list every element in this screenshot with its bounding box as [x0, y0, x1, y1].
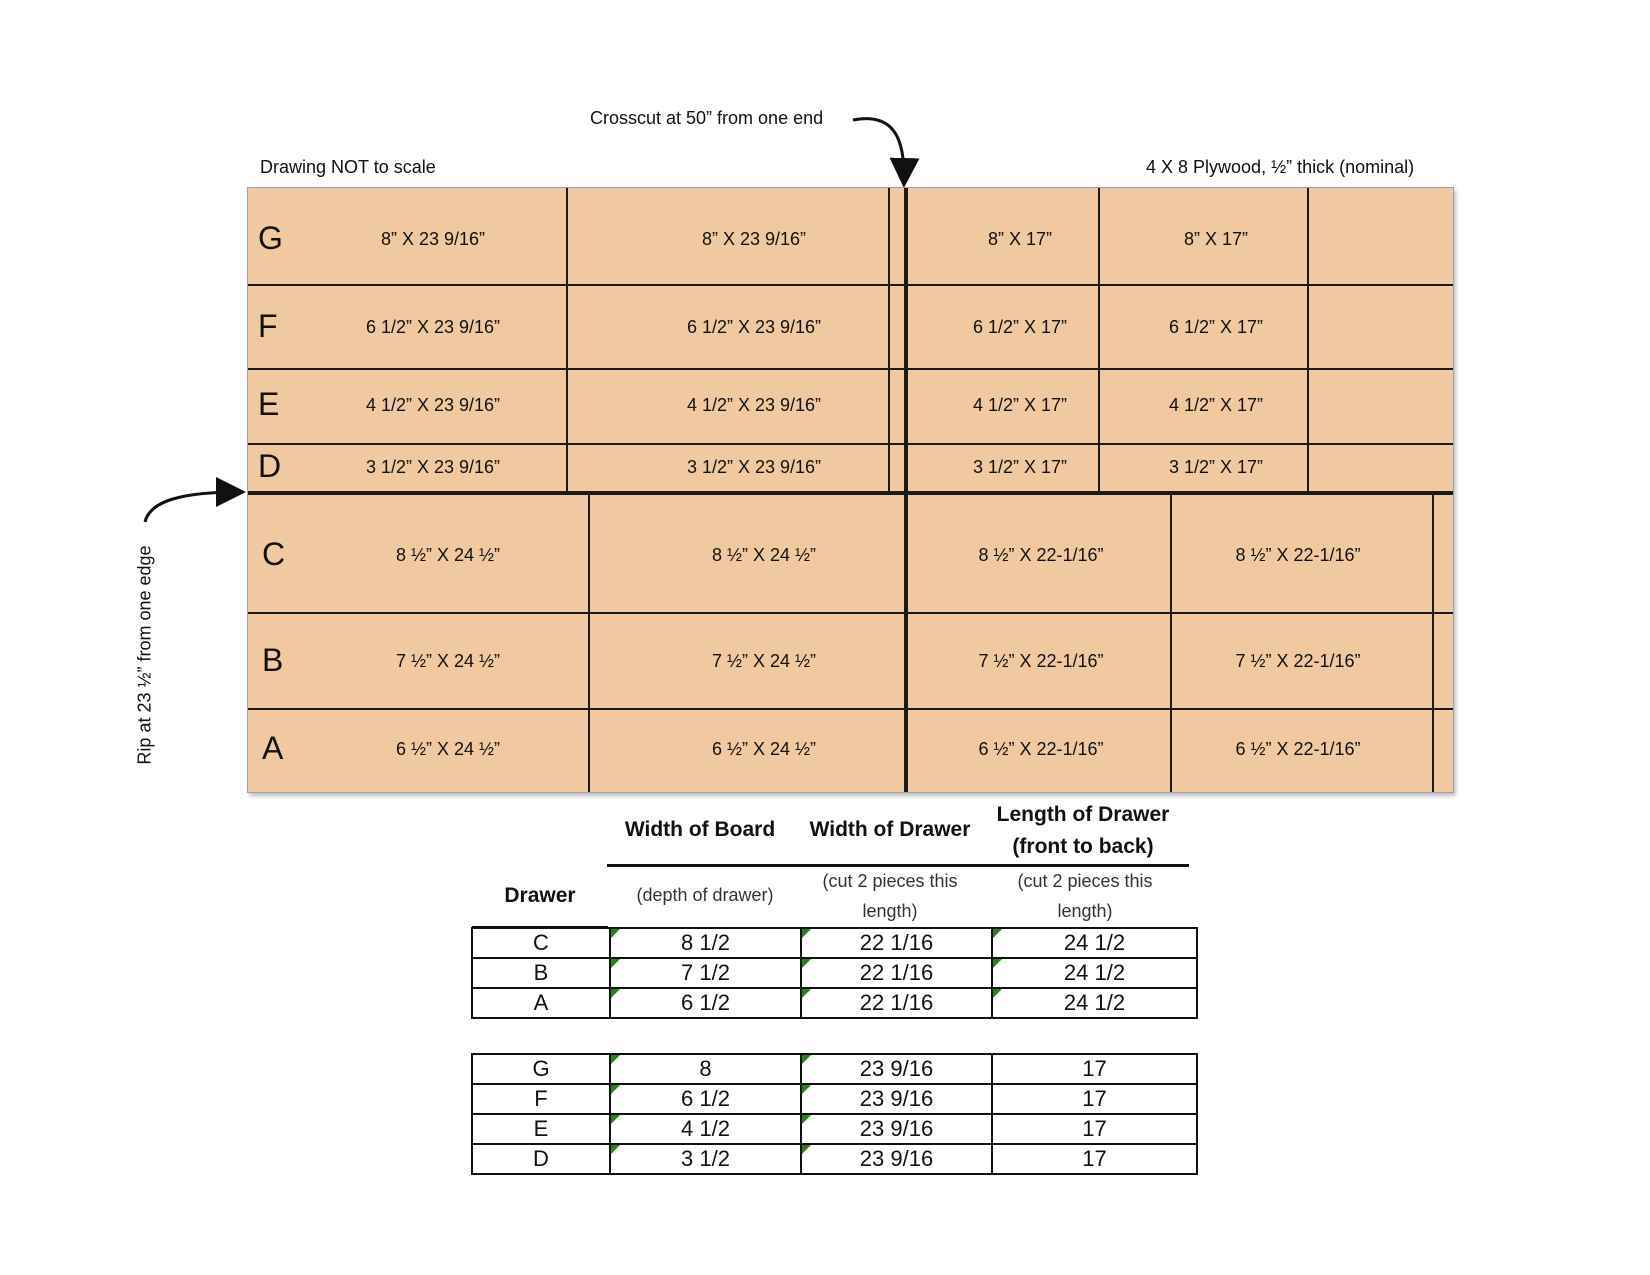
plywood-label: 4 X 8 Plywood, ½” thick (nominal) — [1146, 157, 1415, 177]
cell-drawer — [472, 988, 610, 1018]
comment-marker-icon — [611, 959, 620, 968]
row-letter-d: D — [258, 448, 282, 484]
piece-label: 3 1/2” X 23 9/16” — [365, 457, 501, 477]
cut-line-horizontal — [248, 368, 1453, 370]
cut-line-vertical — [1098, 188, 1100, 491]
cell-width — [801, 958, 992, 988]
cell-value: 8 1/2 — [681, 930, 730, 955]
cell-value: 23 9/16 — [859, 1086, 934, 1111]
cell-board — [610, 958, 801, 988]
cell-value: 6 1/2 — [681, 990, 730, 1015]
piece-label: 8 ½” X 24 ½” — [711, 545, 817, 565]
cell-width — [801, 1144, 992, 1174]
header-length-drawer-1: Length of Drawer — [996, 803, 1170, 826]
piece-label: 4 1/2” X 17” — [1168, 395, 1264, 415]
piece-label: 3 1/2” X 17” — [972, 457, 1068, 477]
cell-board — [610, 928, 801, 958]
cell-value: 8 — [699, 1056, 712, 1081]
piece-label: 8” X 17” — [1183, 229, 1249, 249]
table-row — [472, 928, 1197, 958]
comment-marker-icon — [993, 989, 1002, 998]
cell-board — [610, 1114, 801, 1144]
not-to-scale-label: Drawing NOT to scale — [260, 157, 436, 177]
piece-label: 8” X 23 9/16” — [701, 229, 807, 249]
piece-label: 8 ½” X 24 ½” — [395, 545, 501, 565]
comment-marker-icon — [802, 929, 811, 938]
cell-value: 7 1/2 — [681, 960, 730, 985]
table-row — [472, 1144, 1197, 1174]
cell-board — [610, 1054, 801, 1084]
plywood-sheet — [247, 187, 1454, 793]
cut-line-vertical — [1170, 493, 1172, 792]
piece-label: 6 ½” X 24 ½” — [711, 739, 817, 759]
sub-width-drawer: (cut 2 pieces this length) — [822, 871, 958, 921]
cut-line-horizontal — [248, 284, 1453, 286]
header-length-drawer-2: (front to back) — [1012, 835, 1154, 858]
piece-label: 6 ½” X 22-1/16” — [978, 739, 1104, 759]
cell-width — [801, 1054, 992, 1084]
piece-label: 8” X 17” — [987, 229, 1053, 249]
cut-line-horizontal — [248, 612, 1453, 614]
piece-label: 7 ½” X 22-1/16” — [1235, 651, 1361, 671]
cell-value: 22 1/16 — [859, 960, 934, 985]
cut-line-vertical — [588, 493, 590, 792]
cut-line-vertical — [566, 188, 568, 491]
table-row — [472, 958, 1197, 988]
cell-value: 22 1/16 — [859, 930, 934, 955]
cell-length — [992, 928, 1197, 958]
cell-value: G — [532, 1056, 550, 1081]
row-letter-c: C — [262, 536, 286, 572]
comment-marker-icon — [611, 1115, 620, 1124]
cell-value: B — [533, 960, 549, 985]
cell-value: 17 — [1082, 1146, 1107, 1171]
cell-value: 6 1/2 — [681, 1086, 730, 1111]
cell-value: C — [533, 930, 549, 955]
comment-marker-icon — [611, 1145, 620, 1154]
cell-drawer — [472, 1144, 610, 1174]
comment-marker-icon — [611, 929, 620, 938]
comment-marker-icon — [611, 989, 620, 998]
piece-label: 8 ½” X 22-1/16” — [978, 545, 1104, 565]
table-row — [472, 1084, 1197, 1114]
cut-line-vertical — [1307, 188, 1309, 491]
cell-width — [801, 1084, 992, 1114]
cell-length — [992, 1054, 1197, 1084]
cell-length — [992, 958, 1197, 988]
comment-marker-icon — [611, 1055, 620, 1064]
piece-label: 4 1/2” X 17” — [972, 395, 1068, 415]
piece-label: 7 ½” X 24 ½” — [711, 651, 817, 671]
cell-board — [610, 1084, 801, 1114]
piece-label: 6 ½” X 22-1/16” — [1235, 739, 1361, 759]
piece-label: 6 1/2” X 17” — [972, 317, 1068, 337]
row-letter-a: A — [262, 730, 284, 766]
comment-marker-icon — [802, 1055, 811, 1064]
cell-value: 24 1/2 — [1063, 930, 1126, 955]
cut-line-vertical — [1432, 493, 1434, 792]
upper-section-table — [471, 1053, 1198, 1175]
cell-value: 22 1/16 — [859, 990, 934, 1015]
piece-label: 7 ½” X 22-1/16” — [978, 651, 1104, 671]
piece-label: 8” X 23 9/16” — [380, 229, 486, 249]
cell-value: D — [533, 1146, 549, 1171]
cell-drawer — [472, 928, 610, 958]
cell-board — [610, 1144, 801, 1174]
piece-label: 6 1/2” X 17” — [1168, 317, 1264, 337]
table-row — [472, 988, 1197, 1018]
cell-value: 23 9/16 — [859, 1056, 934, 1081]
cell-drawer — [472, 1054, 610, 1084]
rip-label: Rip at 23 ½” from one edge — [134, 545, 155, 765]
cut-line-horizontal — [248, 443, 1453, 445]
piece-label: 7 ½” X 24 ½” — [395, 651, 501, 671]
cell-board — [610, 988, 801, 1018]
sub-width-board: (depth of drawer) — [636, 885, 774, 905]
piece-label: 6 1/2” X 23 9/16” — [365, 317, 501, 337]
piece-label: 6 ½” X 24 ½” — [395, 739, 501, 759]
cell-value: F — [534, 1086, 548, 1111]
row-letter-e: E — [258, 386, 280, 422]
rip-cut-line — [248, 491, 1453, 495]
cell-value: 23 9/16 — [859, 1116, 934, 1141]
sub-length-drawer: (cut 2 pieces this length) — [1017, 871, 1153, 921]
cell-value: 17 — [1082, 1116, 1107, 1141]
cell-value: A — [533, 990, 549, 1015]
table-row — [472, 1114, 1197, 1144]
cell-length — [992, 1084, 1197, 1114]
piece-label: 6 1/2” X 23 9/16” — [686, 317, 822, 337]
cut-line-vertical — [888, 188, 890, 491]
rip-arrow — [145, 492, 240, 522]
cell-value: 17 — [1082, 1086, 1107, 1111]
lower-section-table — [471, 927, 1198, 1019]
cell-drawer — [472, 958, 610, 988]
comment-marker-icon — [611, 1085, 620, 1094]
header-width-drawer: Width of Drawer — [809, 818, 971, 841]
piece-label: 4 1/2” X 23 9/16” — [365, 395, 501, 415]
header-width-board: Width of Board — [624, 818, 776, 841]
comment-marker-icon — [802, 959, 811, 968]
comment-marker-icon — [802, 1145, 811, 1154]
cell-value: 4 1/2 — [681, 1116, 730, 1141]
comment-marker-icon — [993, 929, 1002, 938]
cut-line-horizontal — [248, 708, 1453, 710]
cell-width — [801, 988, 992, 1018]
piece-label: 3 1/2” X 17” — [1168, 457, 1264, 477]
piece-label: 3 1/2” X 23 9/16” — [686, 457, 822, 477]
row-letter-g: G — [258, 220, 283, 256]
cell-drawer — [472, 1114, 610, 1144]
cell-width — [801, 1114, 992, 1144]
cell-value: 24 1/2 — [1063, 990, 1126, 1015]
cell-width — [801, 928, 992, 958]
header-drawer: Drawer — [504, 884, 576, 907]
comment-marker-icon — [802, 989, 811, 998]
row-letter-f: F — [258, 308, 278, 344]
comment-marker-icon — [993, 959, 1002, 968]
cell-length — [992, 1144, 1197, 1174]
cell-length — [992, 988, 1197, 1018]
row-letter-b: B — [262, 642, 284, 678]
cell-drawer — [472, 1084, 610, 1114]
crosscut-arrow — [853, 119, 904, 182]
cell-value: 24 1/2 — [1063, 960, 1126, 985]
comment-marker-icon — [802, 1115, 811, 1124]
cell-value: 23 9/16 — [859, 1146, 934, 1171]
cell-value: 17 — [1082, 1056, 1107, 1081]
cell-value: E — [533, 1116, 549, 1141]
cell-length — [992, 1114, 1197, 1144]
piece-label: 4 1/2” X 23 9/16” — [686, 395, 822, 415]
comment-marker-icon — [802, 1085, 811, 1094]
crosscut-label: Crosscut at 50” from one end — [590, 108, 824, 128]
table-row — [472, 1054, 1197, 1084]
crosscut-line — [904, 188, 908, 792]
cell-value: 3 1/2 — [681, 1146, 730, 1171]
piece-label: 8 ½” X 22-1/16” — [1235, 545, 1361, 565]
